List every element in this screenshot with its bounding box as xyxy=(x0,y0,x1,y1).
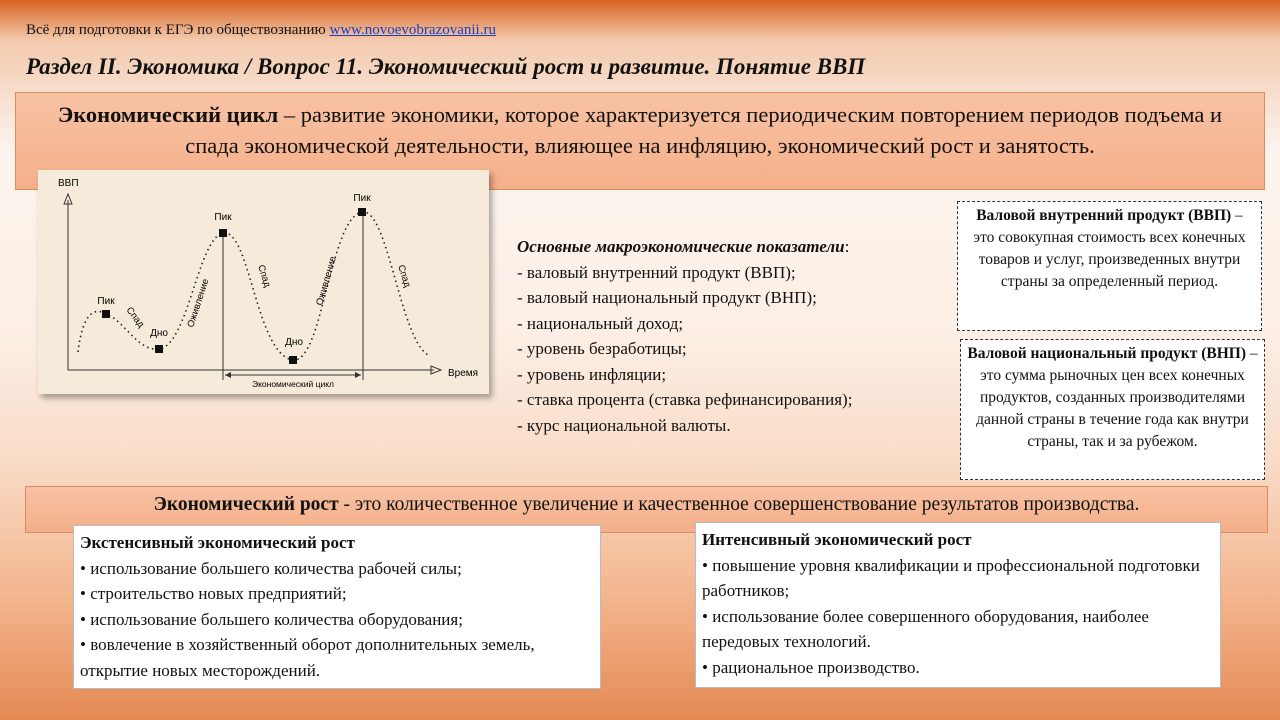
intensive-item: • использование более совершенного оборудования, наиболее передовых технологий. xyxy=(702,606,1149,651)
peak-marker xyxy=(358,208,366,216)
intensive-growth-box xyxy=(695,522,1221,688)
indicators-colon: : xyxy=(844,237,850,256)
trough-marker xyxy=(289,356,297,364)
gnp-definition-box xyxy=(960,339,1265,480)
x-axis-label: Время xyxy=(448,368,479,379)
peak-marker xyxy=(219,229,227,237)
macro-indicators xyxy=(517,234,852,438)
phase-label: Оживление xyxy=(314,255,339,307)
indicator-item: - уровень инфляции; xyxy=(517,364,667,384)
cycle-text: – развитие экономики, которое характеризуется периодическим повторением периодов подъема и спада экономической деятельности, влияющее на инфляцию, экономический рост и занятость. xyxy=(185,102,1223,158)
cycle-term: Экономический цикл xyxy=(57,102,279,127)
indicator-item: - национальный доход; xyxy=(517,313,684,333)
indicators-heading: Основные макроэкономические показатели xyxy=(517,237,845,256)
site-link[interactable]: www.novoevobrazovanii.ru xyxy=(329,22,496,38)
point-label: Пик xyxy=(97,296,115,307)
site-line xyxy=(26,22,496,39)
extensive-item: • вовлечение в хозяйственный оборот дополнительных земель, открытие новых месторождений. xyxy=(80,635,535,680)
intensive-item: • рациональное производство. xyxy=(702,657,920,677)
cycle-span-arrow-left xyxy=(225,372,231,378)
extensive-growth-box xyxy=(73,525,601,689)
point-label: Дно xyxy=(285,337,303,348)
gnp-text: – это сумма рыночных цен всех конечных продуктов, созданных производителями данной страны в течение года как внутри страны, так и за рубежом. xyxy=(976,345,1258,450)
growth-text: - это количественное увеличение и качественное совершенствование результатов производства. xyxy=(338,494,1140,515)
cycle-chart-svg xyxy=(38,170,489,394)
gnp-term: Валовой национальный продукт (ВНП) xyxy=(967,345,1246,362)
phase-label: Спад xyxy=(123,305,147,330)
extensive-item: • строительство новых предприятий; xyxy=(80,584,347,603)
indicator-item: - уровень безработицы; xyxy=(517,339,687,358)
indicator-item: - ставка процента (ставка рефинансирования); xyxy=(517,390,853,409)
indicator-item: - валовый внутренний продукт (ВВП); xyxy=(517,262,796,282)
extensive-title: Экстенсивный экономический рост xyxy=(80,533,355,552)
section-title: Раздел II. Экономика / Вопрос 11. Экономический рост и развитие. Понятие ВВП xyxy=(26,54,866,79)
intensive-title: Интенсивный экономический рост xyxy=(702,530,972,549)
extensive-item: • использование большего количества оборудования; xyxy=(80,609,463,629)
economic-cycle-chart xyxy=(38,170,489,394)
indicator-item: - валовый национальный продукт (ВНП); xyxy=(517,288,817,307)
gdp-definition-box xyxy=(957,201,1262,331)
phase-label: Спад xyxy=(255,263,273,289)
phase-label: Оживление xyxy=(185,277,212,329)
extensive-item: • использование большего количества рабочей силы; xyxy=(80,558,462,578)
growth-term: Экономический рост xyxy=(153,494,339,515)
point-label: Дно xyxy=(150,328,168,339)
peak-marker xyxy=(102,310,110,318)
point-label: Пик xyxy=(214,212,232,223)
cycle-span-label: Экономический цикл xyxy=(251,379,335,389)
point-label: Пик xyxy=(353,193,371,204)
cycle-span-arrow-right xyxy=(355,372,361,378)
gdp-text: – это совокупная стоимость всех конечных товаров и услуг, произведенных внутри страны за определенный период. xyxy=(973,207,1246,290)
intensive-item: • повышение уровня квалификации и профессиональной подготовки работников; xyxy=(702,555,1200,600)
gdp-term: Валовой внутренний продукт (ВВП) xyxy=(976,207,1232,224)
trough-marker xyxy=(155,345,163,353)
y-axis-label: ВВП xyxy=(58,178,79,189)
phase-label: Спад xyxy=(395,263,413,289)
site-prefix: Всё для подготовки к ЕГЭ по обществознанию xyxy=(26,22,330,38)
cycle-curve xyxy=(78,212,428,360)
indicator-item: - курс национальной валюты. xyxy=(517,415,731,435)
